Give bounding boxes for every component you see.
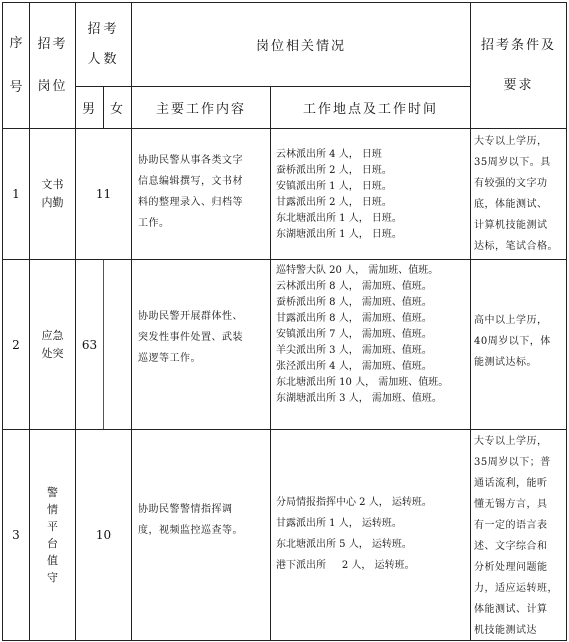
row2-location-2: 云林派出所 8 人， 需加班、值班。: [276, 281, 432, 292]
row3-post-c1: 警: [47, 486, 58, 499]
row3-post-c2: 情: [47, 503, 58, 516]
row1-locations: [276, 147, 468, 247]
row2-duty-3: 巡逻等工作。: [138, 353, 201, 364]
row2-location-6: 羊尖派出所 3 人， 需加班、值班。: [276, 345, 432, 356]
row3-post-c4: 台: [47, 537, 58, 550]
row1-req-1: 大专以上学历，: [474, 136, 548, 147]
row2-location-1: 巡特警大队 20 人， 需加班、值班。: [276, 265, 439, 276]
row1-req-4: 底，体能测试、: [474, 199, 548, 210]
row3-post-c5: 值: [47, 554, 58, 567]
row1-duties: [138, 150, 268, 250]
row2-req-1: 高中以上学历，: [474, 315, 548, 326]
row1-post: [30, 129, 75, 259]
row3-req-2: 35周岁以下；普: [474, 457, 551, 468]
row3-location-3: 东北塘派出所 5 人， 运转班。: [276, 539, 412, 550]
row2-duties: [138, 306, 268, 386]
row2-requirements: [474, 310, 566, 390]
row2-req-3: 能测试达标。: [474, 357, 537, 368]
row3-duty-2: 度，视频监控巡查等。: [138, 525, 243, 536]
row2-location-3: 蚕桥派出所 8 人， 需加班、值班。: [276, 297, 432, 308]
row1-location-3: 安镇派出所 1 人， 日班。: [276, 181, 392, 192]
row2-post-line2: 处突: [41, 346, 64, 360]
row2-post: [30, 260, 75, 429]
header-req-line2: 要求: [503, 77, 534, 93]
row1-location-6: 东湖塘派出所 1 人， 日班。: [276, 229, 402, 240]
row1-req-3: 有较强的文字功: [474, 178, 548, 189]
row3-post-c3: 平: [47, 520, 58, 533]
row1-location-1: 云林派出所 4 人， 日班: [276, 149, 382, 160]
table-border-right: [566, 2, 567, 641]
row1-post-line2: 内勤: [41, 196, 64, 209]
row1-duty-1: 协助民警从事各类文字: [138, 155, 243, 166]
row1-duty-4: 工作。: [138, 218, 170, 229]
header-location: 工作地点及工作时间: [302, 102, 438, 117]
row2-locations: [276, 263, 468, 427]
row3-location-1: 分局情报指挥中心 2 人， 运转班。: [276, 497, 432, 508]
row1-count: 11: [95, 187, 112, 201]
row3-req-9: 体能测试、计算: [474, 604, 548, 615]
count-split-diagonal-line: [103, 260, 104, 429]
header-male: 男: [81, 102, 97, 117]
row2-post-line1: 应急: [41, 328, 64, 342]
row2-duty-1: 协助民警开展群体性、: [138, 311, 243, 322]
row1-duty-3: 料的整理录入、归档等: [138, 197, 243, 208]
row2-location-5: 安镇派出所 7 人， 需加班、值班。: [276, 329, 432, 340]
row3-duty-1: 协助民警警情指挥调: [138, 504, 233, 515]
row3-req-5: 有一定的语言表: [474, 520, 548, 531]
row2-location-9: 东湖塘派出所 3 人， 需加班、值班。: [276, 393, 442, 404]
col-line-4: [270, 86, 271, 641]
row1-location-2: 蚕桥派出所 2 人， 日班。: [276, 165, 392, 176]
header-count: [76, 3, 131, 86]
header-female: 女: [109, 102, 125, 117]
header-post-line1: 招考: [37, 36, 68, 52]
row3-location-4: 港下派出所 2 人， 运转班。: [276, 560, 415, 571]
row1-duty-2: 信息编辑撰写，文书材: [138, 176, 243, 187]
row3-req-6: 述、文字综合和: [474, 541, 548, 552]
row3-duties: [138, 499, 268, 559]
row3-count: 10: [95, 528, 112, 542]
row1-seq: 1: [12, 187, 20, 201]
row2-count: 63: [81, 337, 98, 352]
row1-req-5: 计算机技能测试: [474, 220, 548, 231]
header-seq-line2: 号: [9, 79, 23, 95]
row1-req-2: 35周岁以下。具: [474, 157, 551, 168]
row3-requirements: [474, 431, 566, 640]
row3-locations: [276, 492, 468, 592]
row1-requirements: [474, 131, 566, 259]
row2-req-2: 40周岁以下，体: [474, 336, 551, 347]
row2-location-4: 甘露派出所 8 人， 需加班、值班。: [276, 313, 432, 324]
row3-req-8: 力，适应运转班，: [474, 583, 558, 594]
row3-location-2: 甘露派出所 1 人， 运转班。: [276, 518, 402, 529]
row3-post: [30, 430, 75, 640]
row3-req-10: 机技能测试达: [474, 625, 537, 636]
row3-req-7: 分析处理问题能: [474, 562, 548, 573]
row3-post-c6: 守: [47, 571, 58, 584]
header-req-line1: 招考条件及: [480, 37, 556, 53]
row3-req-3: 通话流利，能听: [474, 478, 548, 489]
table-border-bottom: [2, 640, 567, 641]
row2-seq: 2: [12, 337, 20, 352]
row1-location-5: 东北塘派出所 1 人， 日班。: [276, 213, 402, 224]
row3-req-1: 大专以上学历，: [474, 436, 548, 447]
row2-duty-2: 突发性事件处置、武装: [138, 332, 243, 343]
row1-location-4: 甘露派出所 2 人， 日班。: [276, 197, 392, 208]
row2-location-7: 张泾派出所 4 人， 需加班、值班。: [276, 361, 432, 372]
row1-req-6: 达标，笔试合格。: [474, 241, 558, 252]
row3-req-4: 懂无锡方言，具: [474, 499, 548, 510]
header-post-line2: 岗位: [37, 78, 68, 94]
header-post: [30, 3, 75, 128]
header-info: 岗位相关情况: [255, 39, 346, 54]
header-count-line1: 招考: [87, 21, 120, 37]
row3-seq: 3: [12, 528, 20, 542]
row1-post-line1: 文书: [41, 178, 64, 191]
header-seq-line1: 序: [9, 35, 23, 51]
row2-location-8: 东北塘派出所 10 人， 需加班、值班。: [276, 377, 449, 388]
header-duties: 主要工作内容: [155, 102, 246, 117]
header-requirements: [471, 3, 566, 128]
header-count-line2: 人数: [87, 51, 120, 67]
header-seq: [3, 3, 29, 128]
